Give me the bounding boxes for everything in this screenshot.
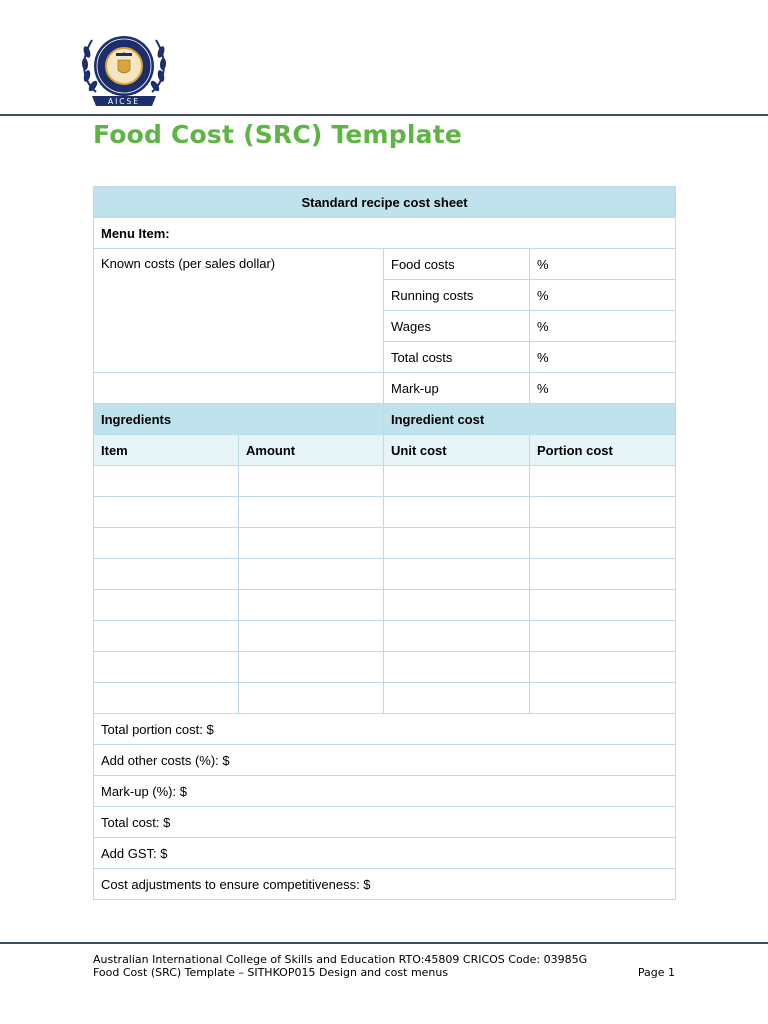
ingredient-cell[interactable] (530, 652, 676, 683)
ingredient-cell[interactable] (239, 652, 384, 683)
ingredient-cell[interactable] (530, 466, 676, 497)
aicse-logo (78, 30, 170, 112)
cost-row-value[interactable]: % (530, 342, 676, 373)
known-costs-label: Known costs (per sales dollar) (94, 249, 384, 373)
ingredient-cell[interactable] (94, 590, 239, 621)
cost-row-value[interactable]: % (530, 311, 676, 342)
ingredient-cell[interactable] (239, 590, 384, 621)
crest-icon (116, 52, 132, 73)
cost-row-value[interactable]: % (530, 280, 676, 311)
recipe-cost-table (93, 186, 676, 900)
summary-row (94, 714, 676, 745)
ingredient-rows (94, 466, 676, 714)
ingredient-cell[interactable] (94, 652, 239, 683)
summary-row (94, 745, 676, 776)
logo-text: AICSE (107, 97, 141, 106)
ingredient-cell[interactable] (239, 621, 384, 652)
ingredient-cell[interactable] (530, 590, 676, 621)
ingredient-cell[interactable] (94, 466, 239, 497)
empty-cell[interactable] (94, 373, 384, 404)
ingredient-cell[interactable] (384, 497, 530, 528)
ingredient-row (94, 652, 676, 683)
footer-college-line: Australian International College of Skills and Education RTO:45809 CRICOS Code: 03985G (93, 953, 588, 966)
ingredient-cell[interactable] (384, 621, 530, 652)
cost-row-label: Mark-up (384, 373, 530, 404)
ingredient-cell[interactable] (94, 497, 239, 528)
ingredient-row (94, 497, 676, 528)
summary-cell[interactable]: Cost adjustments to ensure competitiveness: $ (94, 869, 676, 900)
column-header-unit-cost: Unit cost (384, 435, 530, 466)
summary-row (94, 838, 676, 869)
ingredient-row (94, 466, 676, 497)
cost-row-label: Total costs (384, 342, 530, 373)
ingredient-cell[interactable] (94, 559, 239, 590)
ingredient-cost-heading: Ingredient cost (384, 404, 676, 435)
menu-item-label[interactable]: Menu Item: (94, 218, 676, 249)
summary-row (94, 869, 676, 900)
ingredient-cell[interactable] (384, 590, 530, 621)
summary-cell[interactable]: Total portion cost: $ (94, 714, 676, 745)
column-header-amount: Amount (239, 435, 384, 466)
ingredient-cell[interactable] (239, 559, 384, 590)
ingredient-cell[interactable] (384, 652, 530, 683)
cost-row-label: Wages (384, 311, 530, 342)
header-rule (0, 114, 768, 116)
ingredient-row (94, 621, 676, 652)
cost-row-value[interactable]: % (530, 373, 676, 404)
summary-cell[interactable]: Add GST: $ (94, 838, 676, 869)
ingredient-cell[interactable] (239, 528, 384, 559)
footer-doc-line (93, 966, 675, 979)
summary-cell[interactable]: Total cost: $ (94, 807, 676, 838)
ingredient-row (94, 528, 676, 559)
ingredient-cell[interactable] (239, 683, 384, 714)
cost-row-label: Food costs (384, 249, 530, 280)
ingredient-cell[interactable] (384, 528, 530, 559)
column-header-item: Item (94, 435, 239, 466)
summary-row (94, 776, 676, 807)
ingredient-cell[interactable] (239, 466, 384, 497)
sheet-heading: Standard recipe cost sheet (94, 187, 676, 218)
summary-rows (94, 714, 676, 900)
column-header-portion-cost: Portion cost (530, 435, 676, 466)
ingredient-cell[interactable] (384, 559, 530, 590)
document-title: Food Cost (SRC) Template (93, 120, 463, 149)
ingredient-cell[interactable] (530, 683, 676, 714)
ingredient-cell[interactable] (530, 621, 676, 652)
cost-row-value[interactable]: % (530, 249, 676, 280)
cost-row-label: Running costs (384, 280, 530, 311)
ingredient-cell[interactable] (94, 683, 239, 714)
ingredient-cell[interactable] (530, 528, 676, 559)
ingredient-cell[interactable] (530, 559, 676, 590)
ingredient-cell[interactable] (94, 621, 239, 652)
ingredient-cell[interactable] (530, 497, 676, 528)
ingredient-row (94, 590, 676, 621)
summary-cell[interactable]: Add other costs (%): $ (94, 745, 676, 776)
footer-rule (0, 942, 768, 944)
ingredient-cell[interactable] (384, 466, 530, 497)
ingredient-cell[interactable] (384, 683, 530, 714)
ingredients-heading: Ingredients (94, 404, 384, 435)
summary-cell[interactable]: Mark-up (%): $ (94, 776, 676, 807)
ingredient-row (94, 559, 676, 590)
ingredient-cell[interactable] (94, 528, 239, 559)
footer-doc-title: Food Cost (SRC) Template – SITHKOP015 Design and cost menus (93, 966, 449, 979)
ingredient-cell[interactable] (239, 497, 384, 528)
ingredient-row (94, 683, 676, 714)
page-number: Page 1 (637, 966, 675, 979)
summary-row (94, 807, 676, 838)
